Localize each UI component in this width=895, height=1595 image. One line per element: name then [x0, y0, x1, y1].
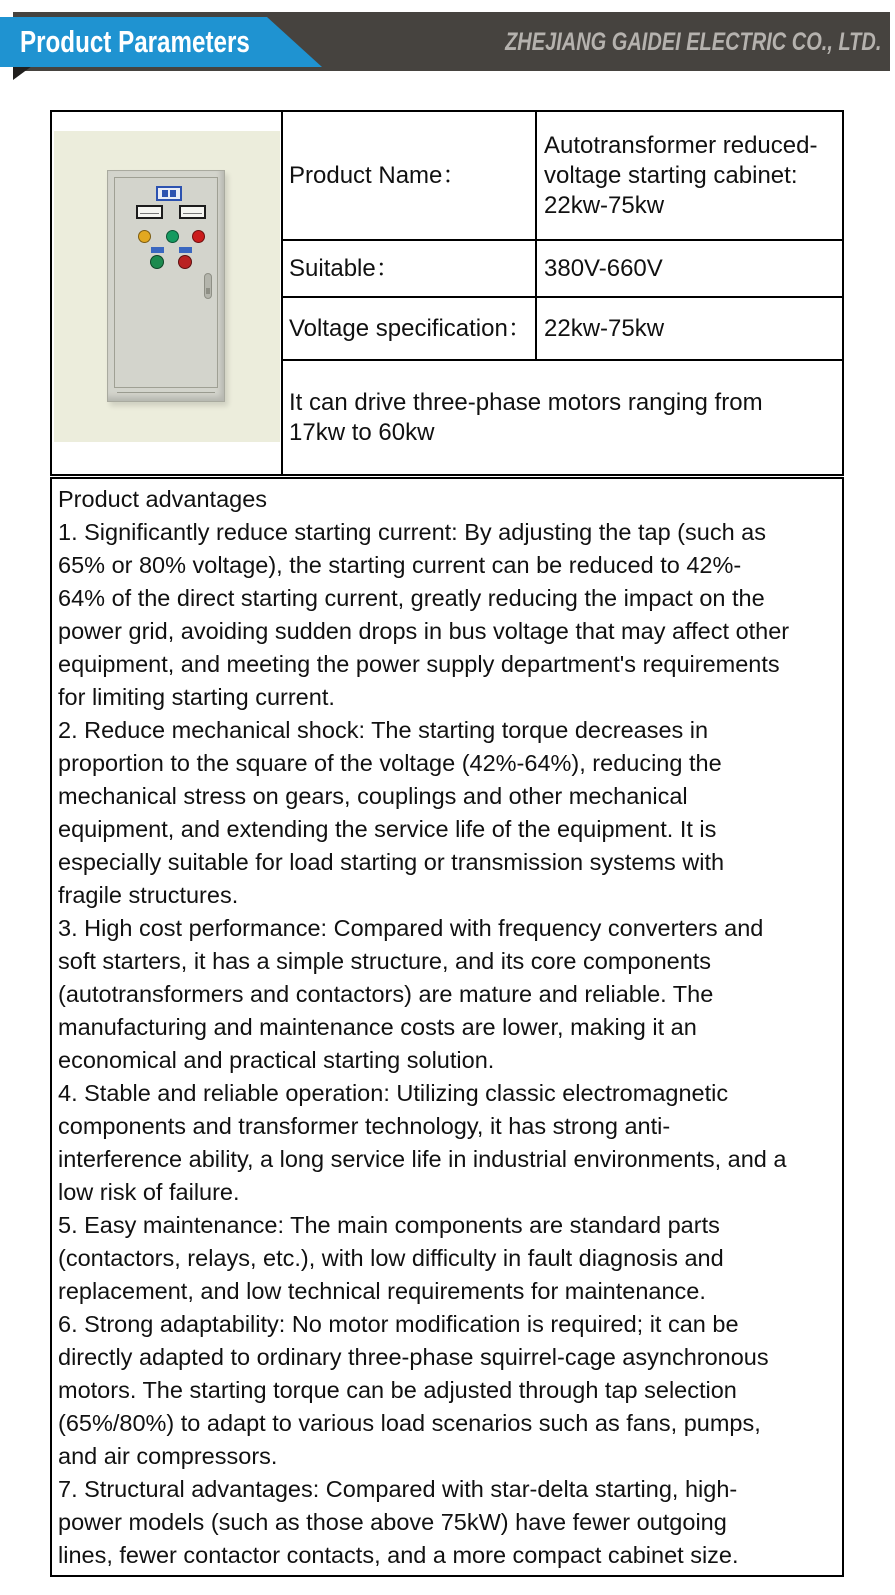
advantage-line: components and transformer technology, it has strong anti-: [58, 1113, 671, 1139]
suitable-label: Suitable：: [283, 241, 537, 298]
advantage-line: (65%/80%) to adapt to various load scenarios such as fans, pumps,: [58, 1410, 761, 1436]
indicator-light-red: [192, 230, 205, 243]
advantage-line: replacement, and low technical requirements for maintenance.: [58, 1278, 706, 1304]
advantage-line: (contactors, relays, etc.), with low difficulty in fault diagnosis and: [58, 1245, 724, 1271]
advantage-line: manufacturing and maintenance costs are lower, making it an: [58, 1014, 697, 1040]
button-label-right: [179, 247, 192, 253]
advantage-line: 4. Stable and reliable operation: Utilizing classic electromagnetic: [58, 1080, 729, 1106]
push-button-red: [178, 255, 192, 269]
ribbon-fold: [13, 66, 32, 80]
advantage-line: interference ability, a long service life in industrial environments, and a: [58, 1146, 787, 1172]
page-title: Product Parameters: [20, 24, 250, 59]
advantage-line: power grid, avoiding sudden drops in bus voltage that may affect other: [58, 618, 790, 644]
suitable-value: 380V-660V: [537, 241, 842, 298]
button-label-left: [151, 247, 164, 253]
product-spec-table: [50, 110, 844, 476]
advantage-line: 64% of the direct starting current, greatly reducing the impact on the: [58, 585, 765, 611]
advantage-line: for limiting starting current.: [58, 684, 335, 710]
panel-meter-right: [179, 205, 206, 219]
product-name-value: Autotransformer reduced-voltage starting cabinet: 22kw-75kw: [537, 112, 842, 241]
advantage-line: proportion to the square of the voltage (42%-64%), reducing the: [58, 750, 722, 776]
advantage-line: (autotransformers and contactors) are mature and reliable. The: [58, 981, 714, 1007]
advantage-line: economical and practical starting solution.: [58, 1047, 495, 1073]
product-advantages-box: [50, 477, 844, 1577]
advantage-line: and air compressors.: [58, 1443, 278, 1469]
advantage-line: power models (such as those above 75kW) have fewer outgoing: [58, 1509, 727, 1535]
advantage-line: equipment, and meeting the power supply department's requirements: [58, 651, 780, 677]
voltage-spec-label: Voltage specification：: [283, 298, 537, 361]
advantage-line: equipment, and extending the service life of the equipment. It is: [58, 816, 717, 842]
advantage-line: 3. High cost performance: Compared with frequency converters and: [58, 915, 764, 941]
voltage-spec-value: 22kw-75kw: [537, 298, 842, 361]
advantage-line: 1. Significantly reduce starting current: By adjusting the tap (such as: [58, 519, 766, 545]
product-photo: [54, 131, 280, 442]
advantage-line: 65% or 80% voltage), the starting current can be reduced to 42%-: [58, 552, 742, 578]
product-image-cell: [52, 112, 283, 474]
advantage-line: 2. Reduce mechanical shock: The starting torque decreases in: [58, 717, 709, 743]
advantage-line: directly adapted to ordinary three-phase squirrel-cage asynchronous: [58, 1344, 769, 1370]
advantage-line: fragile structures.: [58, 882, 239, 908]
cabinet-nameplate: [156, 186, 182, 201]
advantage-line: especially suitable for load starting or transmission systems with: [58, 849, 725, 875]
drive-capability-note: It can drive three-phase motors ranging from 17kw to 60kw: [289, 388, 763, 446]
starting-cabinet-image: [107, 170, 225, 402]
advantage-line: motors. The starting torque can be adjusted through tap selection: [58, 1377, 737, 1403]
panel-meter-left: [136, 205, 163, 219]
advantage-line: 5. Easy maintenance: The main components are standard parts: [58, 1212, 720, 1238]
door-handle: [204, 273, 212, 299]
indicator-light-yellow: [138, 230, 151, 243]
advantage-line: soft starters, it has a simple structure, and its core components: [58, 948, 712, 974]
advantage-line: 6. Strong adaptability: No motor modification is required; it can be: [58, 1311, 739, 1337]
advantage-line: lines, fewer contactor contacts, and a more compact cabinet size.: [58, 1542, 739, 1568]
company-name: ZHEJIANG GAIDEI ELECTRIC CO., LTD.: [504, 28, 881, 56]
cabinet-base-line: [117, 392, 215, 393]
advantage-line: mechanical stress on gears, couplings and other mechanical: [58, 783, 688, 809]
product-name-label: Product Name：: [283, 112, 537, 241]
advantages-title: Product advantages: [58, 486, 268, 512]
advantage-line: 7. Structural advantages: Compared with star-delta starting, high-: [58, 1476, 738, 1502]
advantages-lines: [58, 516, 838, 1572]
indicator-light-green: [166, 230, 179, 243]
advantage-line: low risk of failure.: [58, 1179, 240, 1205]
push-button-green: [150, 255, 164, 269]
